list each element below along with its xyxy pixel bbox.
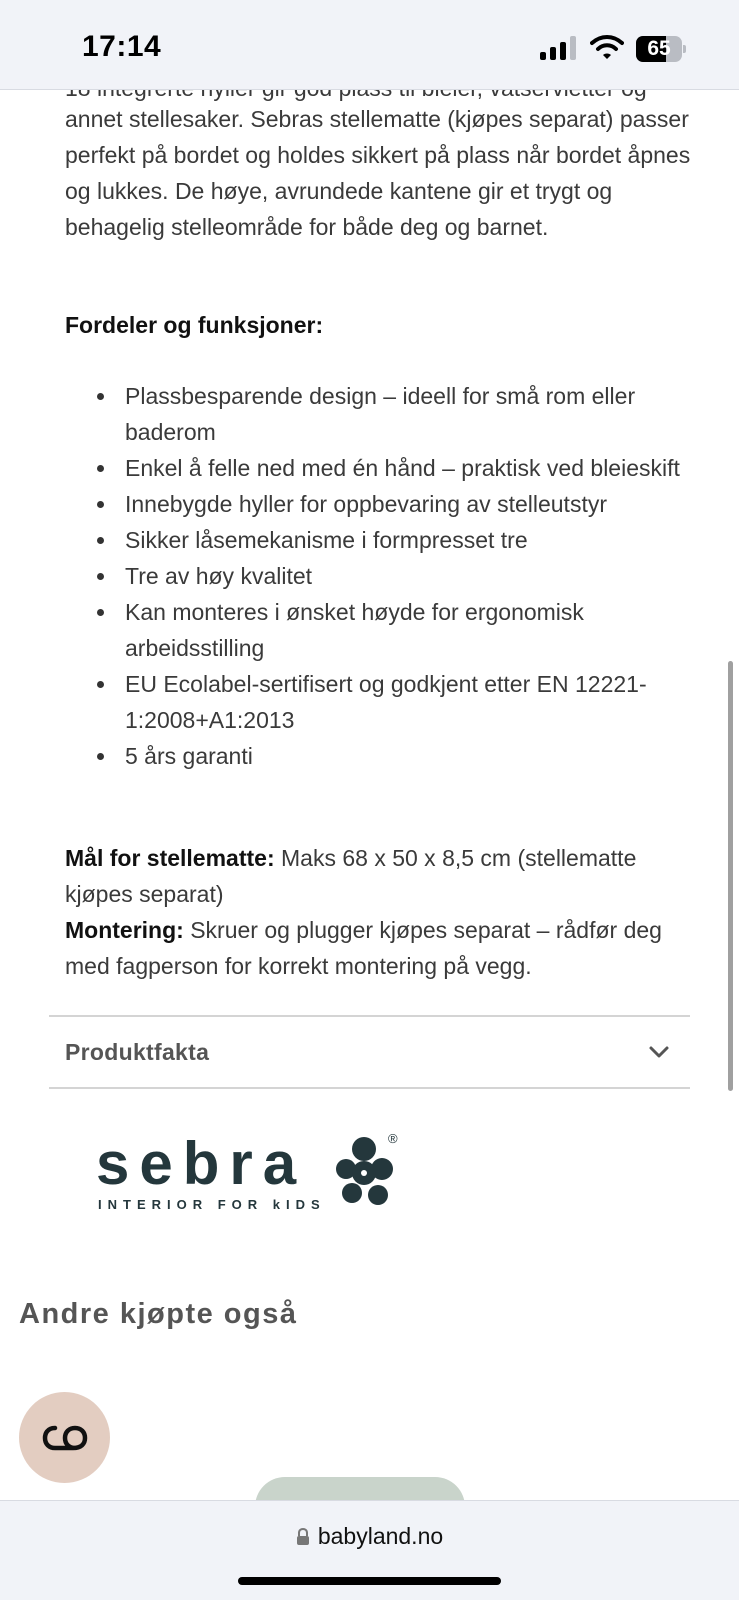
brand-tagline: INTERIOR FOR kIDS [98, 1197, 326, 1212]
mounting-label: Montering: [65, 917, 184, 943]
related-product-image[interactable] [255, 1477, 465, 1500]
chevron-down-icon [648, 1041, 670, 1063]
home-indicator[interactable] [238, 1577, 501, 1585]
page-scrollbar[interactable] [728, 661, 733, 1091]
status-time: 17:14 [82, 30, 162, 63]
feature-item: Innebygde hyller for oppbevaring av stelleutstyr [65, 486, 705, 522]
chat-button[interactable] [19, 1392, 110, 1483]
chat-loop-icon [41, 1424, 89, 1452]
wifi-icon [590, 34, 624, 60]
cellular-signal-icon [540, 36, 578, 60]
features-list [65, 378, 705, 774]
feature-item: Tre av høy kvalitet [65, 558, 705, 594]
status-bar [0, 0, 739, 90]
feature-item: Enkel å felle ned med én hånd – praktisk ved bleieskift [65, 450, 705, 486]
product-facts-label: Produktfakta [65, 1039, 210, 1065]
address-display[interactable] [0, 1523, 739, 1550]
features-heading: Fordeler og funksjoner: [65, 312, 324, 338]
battery-level: 65 [647, 37, 671, 60]
brand-wordmark: sebra [96, 1130, 307, 1197]
product-facts-accordion[interactable] [49, 1015, 690, 1089]
registered-mark: ® [388, 1131, 398, 1146]
feature-item: Plassbesparende design – ideell for små rom eller baderom [65, 378, 705, 450]
feature-item: Kan monteres i ønsket høyde for ergonomisk arbeidsstilling [65, 594, 705, 666]
feature-item: 5 års garanti [65, 738, 705, 774]
browser-address-bar[interactable] [0, 1500, 739, 1600]
sebra-logo[interactable] [96, 1130, 406, 1213]
mounting-value: Skruer og plugger kjøpes separat – rådfør deg med fagperson for korrekt montering på vegg. [65, 917, 662, 979]
related-products-title: Andre kjøpte også [19, 1298, 298, 1330]
specs-paragraph [65, 840, 705, 984]
feature-item: EU Ecolabel-sertifisert og godkjent etter EN 12221-1:2008+A1:2013 [65, 666, 705, 738]
battery-icon [636, 36, 686, 62]
mat-size-value: Maks 68 x 50 x 8,5 cm (stellematte kjøpes separat) [65, 845, 637, 907]
url-text: babyland.no [317, 1523, 444, 1549]
lock-icon [296, 1525, 310, 1543]
mat-size-label: Mål for stellematte: [65, 845, 275, 871]
feature-item: Sikker låsemekanisme i formpresset tre [65, 522, 705, 558]
brand-flower-icon [336, 1131, 402, 1207]
description-intro: annet stellesaker. Sebras stellematte (kjøpes separat) passer perfekt på bordet og holdes sikkert på plass når bordet åpnes og lukkes. De høye, avrundede kantene gir et trygt og behagelig stelleområde for både deg og barnet. [65, 106, 691, 240]
